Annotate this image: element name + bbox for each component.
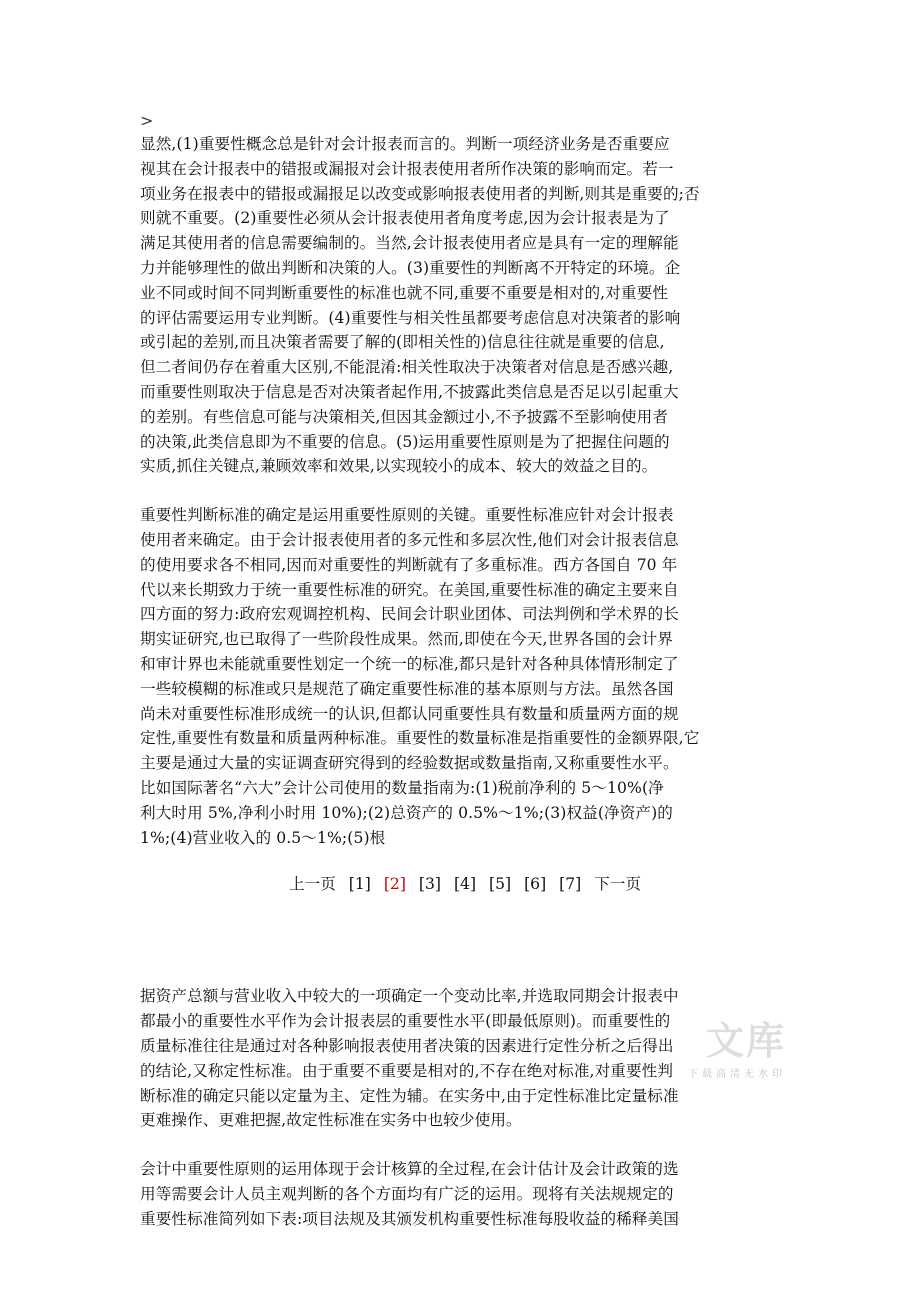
page-link-2-current[interactable]: [2]	[383, 875, 406, 894]
page-link-7[interactable]: [7]	[559, 875, 582, 894]
page-link-6[interactable]: [6]	[524, 875, 547, 894]
paragraph-1: 显然,(1)重要性概念总是针对会计报表而言的。判断一项经济业务是否重要应 视其在会计报表中的错报或漏报对会计报表使用者所作决策的影响而定。若一 项业务在报表中的错报或漏报足以改变或影响报表使用者的判断,则其是重要的;否 则就不重要。(2)重要性必须从会计报表使用者角度考虑,因为会计报表是为了 满足其使用者的信息需要编制的。当然,会计报表使用者应是具有一定的理解能 力并能够理性的做出判断和决策的人。(3)重要性的判断离不开特定的环境。企 业不同或时间不同判断重要性的标准也就不同,重要不重要是相对的,对重要性 的评估需要运用专业判断。(4)重要性与相关性虽都要考虑信息对决策者的影响 或引起的差别,而且决策者需要了解的(即相关性的)信息往往就是重要的信息, 但二者间仍存在着重大区别,不能混淆:相关性取决于决策者对信息是否感兴趣, 而重要性则取决于信息是否对决策者起作用,不披露此类信息是否足以引起重大 的差别。有些信息可能与决策相关,但因其金额过小,不予披露不至影响使用者 的决策,此类信息即为不重要的信息。(5)运用重要性原则是为了把握住问题的 实质,抓住关键点,兼顾效率和效果,以实现较小的成本、较大的效益之目的。	[140, 135, 700, 476]
watermark-caption: 下载高清无水印	[688, 1069, 786, 1080]
paragraph-3: 据资产总额与营业收入中较大的一项确定一个变动比率,并选取同期会计报表中 都最小的重要性水平作为会计报表层的重要性水平(即最低原则)。而重要性的 质量标准往往是通过对各种影响报表使用者决策的因素进行定性分析之后得出 的结论,又称定性标准。由于重要不重要是相对的,不存在绝对标准,对重要性判 断标准的确定只能以定量为主、定性为辅。在实务中,由于定性标准比定量标准 更难操作、更难把握,故定性标准在实务中也较少使用。	[140, 987, 679, 1130]
document-body	[140, 112, 790, 1231]
marker-glyph: >	[140, 111, 154, 130]
page-link-3[interactable]: [3]	[418, 875, 441, 894]
page-link-1[interactable]: [1]	[348, 875, 371, 894]
pagination	[140, 872, 790, 896]
paragraph-4: 会计中重要性原则的运用体现于会计核算的全过程,在会计估计及会计政策的选 用等需要会计人员主观判断的各个方面均有广泛的运用。现将有关法规规定的 重要性标准简列如下表:项目法规及其颁发机构重要性标准每股收益的稀释美国	[140, 1160, 679, 1228]
next-page-link[interactable]: 下一页	[594, 875, 641, 894]
page-link-5[interactable]: [5]	[489, 875, 512, 894]
page-link-4[interactable]: [4]	[453, 875, 477, 894]
watermark-logo: 文库	[705, 1019, 786, 1063]
paragraph-2: 重要性判断标准的确定是运用重要性原则的关键。重要性标准应针对会计报表 使用者来确定。由于会计报表使用者的多元性和多层次性,他们对会计报表信息 的使用要求各不相同,因而对重要性的判断就有了多重标准。西方各国自 70 年 代以来长期致力于统一重要性标准的研究。在美国,重要性标准的确定主要来自 四方面的努力:政府宏观调控机构、民间会计职业团体、司法判例和学术界的长 期实证研究,也已取得了一些阶段性成果。然而,即使在今天,世界各国的会计界 和审计界也未能就重要性划定一个统一的标准,都只是针对各种具体情形制定了 一些较模糊的标准或只是规范了确定重要性标准的基本原则与方法。虽然各国 尚未对重要性标准形成统一的认识,但都认同重要性具有数量和质量两方面的规 定性,重要性有数量和质量两种标准。重要性的数量标准是指重要性的金额界限,它 主要是通过大量的实证调查研究得到的经验数据或数量指南,又称重要性水平。 比如国际著名“六大”会计公司使用的数量指南为:(1)税前净利的 5～10%(净 利大时用 5%,净利小时用 10%);(2)总资产的 0.5%～1%;(3)权益(净资产)的 1%;(4)营业收入的 0.5～1%;(5)根	[140, 506, 700, 847]
prev-page-link[interactable]: 上一页	[289, 875, 336, 894]
